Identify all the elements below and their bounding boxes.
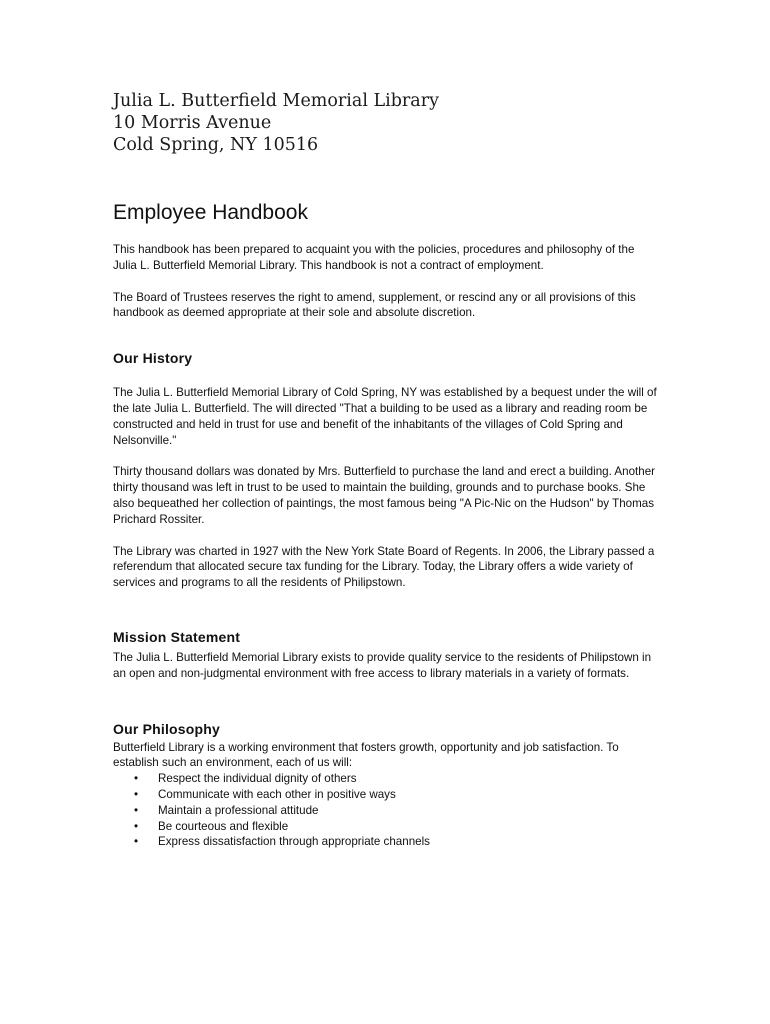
list-item-text: Maintain a professional attitude bbox=[158, 803, 319, 817]
library-city: Cold Spring, NY 10516 bbox=[113, 135, 319, 155]
intro-paragraph-2: The Board of Trustees reserves the right to amend, supplement, or rescind any or all provisions of this handbook as deemed appropriate at their sole and absolute discretion. bbox=[113, 290, 636, 320]
library-name: Julia L. Butterfield Memorial Library bbox=[113, 91, 439, 111]
list-item-text: Express dissatisfaction through appropriate channels bbox=[158, 835, 430, 849]
list-item-text: Respect the individual dignity of others bbox=[158, 772, 357, 786]
bullet-icon: • bbox=[134, 819, 139, 833]
document-title: Employee Handbook bbox=[113, 201, 308, 224]
history-paragraph-2: Thirty thousand dollars was donated by Mrs. Butterfield to purchase the land and erect a building. Another thirty thousand was left in trust to be used to maintain the building, grounds and to purchase books. She also bequeathed her collection of paintings, the most famous being "A Pic-Nic on the Hudson" by Thomas Prichard Rossiter. bbox=[113, 465, 656, 526]
list-item-text: Communicate with each other in positive ways bbox=[158, 787, 396, 801]
list-item bbox=[113, 787, 661, 803]
bullet-icon: • bbox=[134, 772, 139, 786]
library-street: 10 Morris Avenue bbox=[113, 113, 272, 133]
bullet-icon: • bbox=[134, 835, 139, 849]
list-item bbox=[113, 771, 661, 787]
history-heading: Our History bbox=[113, 350, 193, 367]
list-item bbox=[113, 819, 661, 835]
bullet-icon: • bbox=[134, 787, 139, 801]
history-paragraph-3: The Library was charted in 1927 with the New York State Board of Regents. In 2006, the Library passed a referendum that allocated secure tax funding for the Library. Today, the Library offers a wide variety of services and programs to all the residents of Philipstown. bbox=[113, 544, 655, 590]
philosophy-heading: Our Philosophy bbox=[113, 720, 221, 737]
letterhead bbox=[113, 90, 661, 156]
philosophy-list bbox=[113, 771, 661, 850]
bullet-icon: • bbox=[134, 803, 139, 817]
list-item bbox=[113, 803, 661, 819]
list-item bbox=[113, 834, 661, 850]
intro-paragraph-1: This handbook has been prepared to acquaint you with the policies, procedures and philosophy of the Julia L. Butterfield Memorial Library. This handbook is not a contract of employment. bbox=[113, 243, 635, 272]
philosophy-paragraph: Butterfield Library is a working environment that fosters growth, opportunity and job satisfaction. To establish such an environment, each of us will: bbox=[113, 740, 619, 770]
mission-paragraph: The Julia L. Butterfield Memorial Library exists to provide quality service to the residents of Philipstown in an open and non-judgmental environment with free access to library materials in a variety of formats. bbox=[113, 650, 652, 680]
mission-heading: Mission Statement bbox=[113, 628, 241, 645]
handbook-page bbox=[113, 90, 661, 850]
list-item-text: Be courteous and flexible bbox=[158, 819, 289, 833]
history-paragraph-1: The Julia L. Butterfield Memorial Library of Cold Spring, NY was established by a bequest under the will of the late Julia L. Butterfield. The will directed "That a building to be used as a library and reading room be constructed and held in trust for use and benefit of the inhabitants of the villages of Cold Spring and Nelsonville." bbox=[113, 386, 657, 447]
